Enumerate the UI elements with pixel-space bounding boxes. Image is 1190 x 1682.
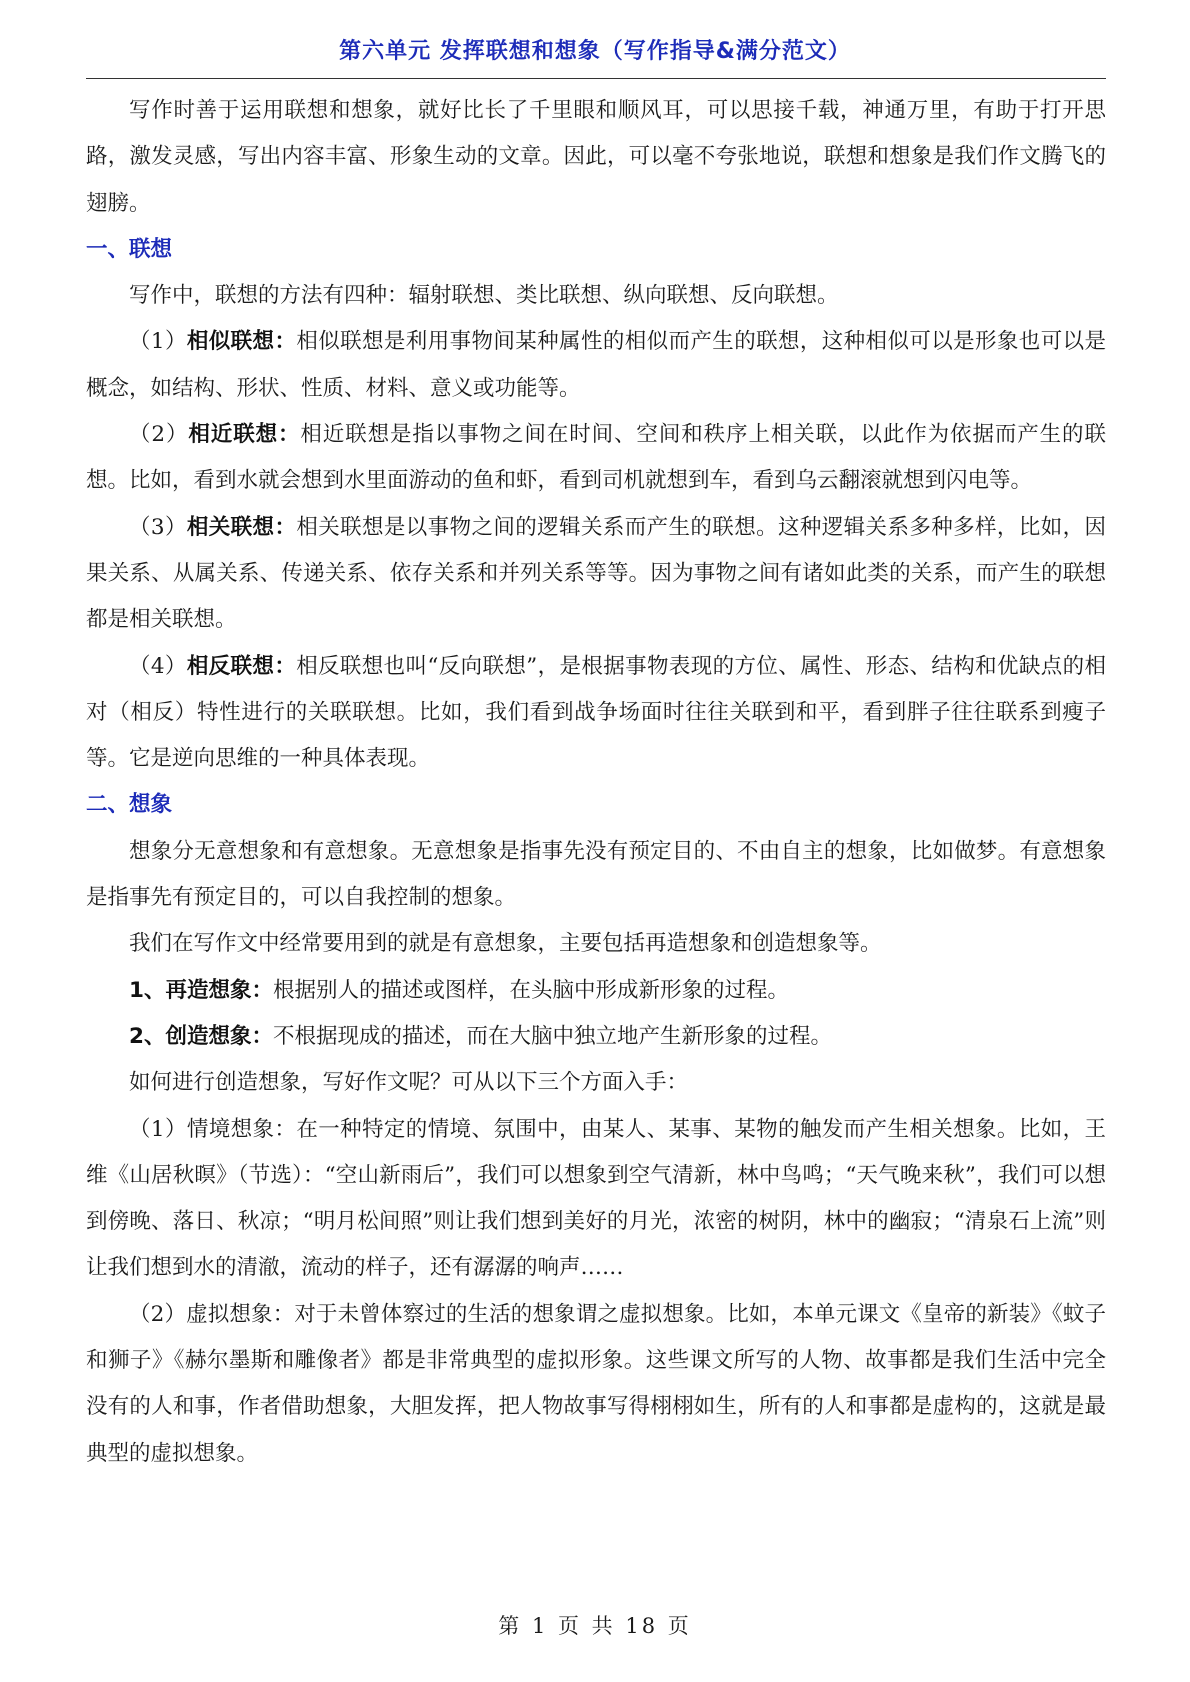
situational-imagination-paragraph: （1）情境想象：在一种特定的情境、氛围中，由某人、某事、某物的触发而产生相关想象。比如，王维《山居秋暝》（节选）：“空山新雨后”，我们可以想象到空气清新，林中鸟鸣；“天气晚来秋”，我们可以想到傍晚、落日、秋凉；“明月松间照”则让我们想到美好的月光，浓密的树阴，林中的幽寂；“清泉石上流”则让我们想到水的清澈，流动的样子，还有潺潺的响声…… bbox=[86, 1116, 1106, 1281]
intentional-imagination-paragraph: 我们在写作文中经常要用到的就是有意想象，主要包括再造想象和创造想象等。 bbox=[129, 931, 882, 957]
section-heading-imagination: 二、想象 bbox=[86, 792, 173, 818]
item-text: 相近联想是指以事物之间在时间、空间和秩序上相关联，以此作为依据而产生的联想。比如，看到水就会想到水里面游动的鱼和虾，看到司机就想到车，看到乌云翻滚就想到闪电等。 bbox=[86, 422, 1106, 494]
association-item-related: （3）相关联想：相关联想是以事物之间的逻辑关系而产生的联想。这种逻辑关系多种多样，比如，因果关系、从属关系、传递关系、依存关系和并列关系等等。因为事物之间有诸如此类的关系，而产生的联想都是相关联想。 bbox=[86, 514, 1106, 633]
item-number: （2） bbox=[129, 422, 189, 448]
imagination-type-reproductive: 1、再造想象：根据别人的描述或图样，在头脑中形成新形象的过程。 bbox=[129, 977, 789, 1003]
item-lead-term: 相关联想 bbox=[186, 514, 275, 540]
imagination-type-creative: 2、创造想象：不根据现成的描述，而在大脑中独立地产生新形象的过程。 bbox=[129, 1023, 832, 1049]
section-heading-association: 一、联想 bbox=[86, 236, 173, 262]
item-text: 相似联想是利用事物间某种属性的相似而产生的联想，这种相似可以是形象也可以是概念，如结构、形状、性质、材料、意义或功能等。 bbox=[86, 329, 1106, 401]
item-lead-term: 相似联想 bbox=[186, 329, 275, 355]
imagination-types-paragraph: 想象分无意想象和有意想象。无意想象是指事先没有预定目的、不由自主的想象，比如做梦。有意想象是指事先有预定目的，可以自我控制的想象。 bbox=[86, 838, 1106, 911]
item-number: （4） bbox=[129, 653, 187, 679]
item-lead-term: 相反联想 bbox=[186, 653, 275, 679]
association-item-proximity: （2）相近联想：相近联想是指以事物之间在时间、空间和秩序上相关联，以此作为依据而产生的联想。比如，看到水就会想到水里面游动的鱼和虾，看到司机就想到车，看到乌云翻滚就想到闪电等。 bbox=[86, 422, 1106, 494]
association-item-similar: （1）相似联想：相似联想是利用事物间某种属性的相似而产生的联想，这种相似可以是形象也可以是概念，如结构、形状、性质、材料、意义或功能等。 bbox=[86, 329, 1106, 401]
item-text: 根据别人的描述或图样，在头脑中形成新形象的过程。 bbox=[272, 977, 789, 1003]
item-text: 不根据现成的描述，而在大脑中独立地产生新形象的过程。 bbox=[272, 1023, 832, 1049]
header-divider bbox=[86, 78, 1106, 79]
item-lead-term: 相近联想 bbox=[188, 422, 278, 448]
item-text: 相关联想是以事物之间的逻辑关系而产生的联想。这种逻辑关系多种多样，比如，因果关系、从属关系、传递关系、依存关系和并列关系等等。因为事物之间有诸如此类的关系，而产生的联想都是相关联想。 bbox=[86, 514, 1106, 633]
item-number: （1） bbox=[129, 329, 187, 355]
creative-imagination-intro: 如何进行创造想象，写好作文呢？可从以下三个方面入手： bbox=[129, 1070, 689, 1096]
item-text: 相反联想也叫“反向联想”，是根据事物表现的方位、属性、形态、结构和优缺点的相对（相反）特性进行的关联联想。比如，我们看到战争场面时往往关联到和平，看到胖子往往联系到瘦子等。它是逆向思维的一种具体表现。 bbox=[86, 653, 1106, 772]
document-body bbox=[86, 88, 1106, 1477]
page-number: 第 1 页 共 18 页 bbox=[498, 1614, 692, 1638]
item-number: （3） bbox=[129, 514, 187, 540]
page-header-title: 第六单元 发挥联想和想象（写作指导&满分范文） bbox=[339, 39, 851, 64]
intro-paragraph: 写作时善于运用联想和想象，就好比长了千里眼和顺风耳，可以思接千载，神通万里，有助于打开思路，激发灵感，写出内容丰富、形象生动的文章。因此，可以毫不夸张地说，联想和想象是我们作文腾飞的翅膀。 bbox=[86, 98, 1106, 216]
item-lead-term: 2、创造想象 bbox=[129, 1023, 252, 1049]
association-methods-paragraph: 写作中，联想的方法有四种：辐射联想、类比联想、纵向联想、反向联想。 bbox=[129, 283, 839, 309]
association-item-opposite: （4）相反联想：相反联想也叫“反向联想”，是根据事物表现的方位、属性、形态、结构和优缺点的相对（相反）特性进行的关联联想。比如，我们看到战争场面时往往关联到和平，看到胖子往往联系到瘦子等。它是逆向思维的一种具体表现。 bbox=[86, 653, 1106, 772]
virtual-imagination-paragraph: （2）虚拟想象：对于未曾体察过的生活的想象谓之虚拟想象。比如，本单元课文《皇帝的新装》《蚊子和狮子》《赫尔墨斯和雕像者》都是非常典型的虚拟形象。这些课文所写的人物、故事都是我们生活中完全没有的人和事，作者借助想象，大胆发挥，把人物故事写得栩栩如生，所有的人和事都是虚构的，这就是最典型的虚拟想象。 bbox=[86, 1301, 1106, 1466]
item-lead-term: 1、再造想象 bbox=[129, 977, 252, 1003]
